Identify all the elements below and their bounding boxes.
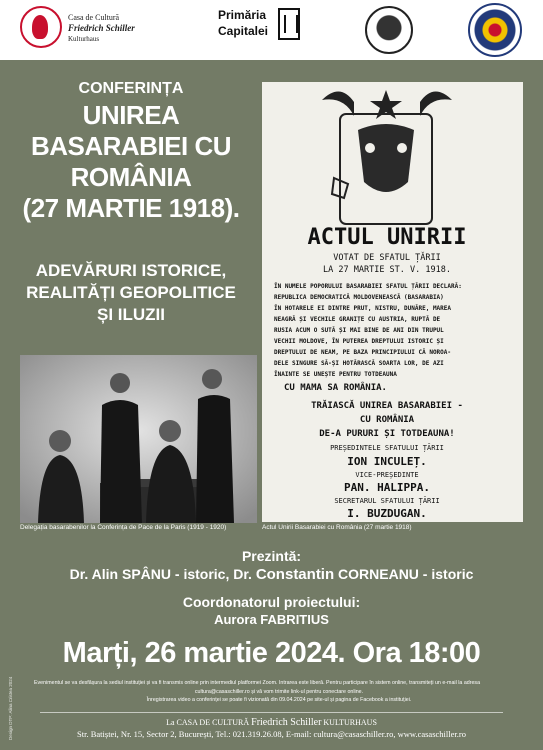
speaker2-role: - istoric	[418, 566, 474, 582]
document-body-line: REPUBLICA DEMOCRATICĂ MOLDOVENEASCĂ (BASARABIA)	[274, 294, 444, 301]
document-body-line: NEAGRĂ ȘI VECHILE GRANIȚE CU AUSTRIA, RUPTĂ DE	[274, 316, 441, 323]
document-signature-title: SECRETARUL SFATULUI ȚĂRII	[334, 497, 440, 505]
conference-title	[0, 100, 262, 224]
aurochs-coat-of-arms-icon	[322, 90, 462, 224]
title-line: BASARABIEI CU	[30, 131, 232, 161]
footer-divider	[40, 712, 503, 713]
document-body-line: RUSIA ACUM O SUTĂ ȘI MAI BINE DE ANI DIN TRUPUL	[274, 327, 444, 334]
document-signature: PAN. HALIPPA.	[343, 481, 431, 494]
act-of-union-document	[262, 82, 523, 522]
document-body-line: DREPTULUI DE NEAM, PE BAZA PRINCIPIULUI CĂ NOROA-	[274, 349, 452, 356]
speakers-line	[0, 566, 543, 583]
document-caption: Actul Unirii Basarabiei cu România (27 martie 1918)	[262, 524, 412, 531]
casa-logo-line1: Casa de Cultură	[68, 13, 120, 22]
note-line: Evenimentul se va desfășura la sediul instituției și va fi transmis online prin intermediul platformei Zoom. Intrarea este liberă. Pentru participare în sistem online, transmiteți un e-mail la adresa	[34, 680, 481, 686]
document-signature: I. BUZDUGAN.	[347, 507, 427, 520]
primaria-line1: Primăria	[218, 8, 267, 22]
speaker1-prefix: Dr. Alin	[69, 566, 122, 582]
title-line: ROMÂNIA	[70, 162, 192, 192]
document-body-line: ÎN NUMELE POPORULUI BASARABIEI SFATUL ȚĂRII DECLARĂ:	[274, 283, 462, 290]
casa-logo-line2: Friedrich Schiller	[68, 23, 135, 33]
title-line: (27 MARTIE 1918).	[22, 193, 240, 223]
speaker2-firstname: Constantin	[255, 566, 335, 583]
document-slogan: CU ROMÂNIA	[359, 415, 415, 425]
event-date: Marți, 26 martie 2024. Ora 18:00	[62, 637, 481, 669]
note-line: Înregistrarea video a conferinței se poate fi vizionată din 09.04.2024 pe site-ul și pagina de Facebook a instituției.	[146, 697, 412, 704]
primaria-emblem-icon	[278, 8, 300, 40]
schiller-profile-icon	[20, 6, 62, 48]
speaker1-role: - istoric, Dr.	[171, 566, 256, 582]
document-body-line: ÎNAINTE SE UNEȘTE PENTRU TOTDEAUNA	[274, 371, 397, 378]
document-voted: VOTAT DE SFATUL ȚĂRII	[333, 253, 441, 263]
footer-institution	[0, 717, 543, 728]
footer-suffix: KULTURHAUS	[321, 718, 377, 727]
photo-caption: Delegația basarabenilor la Conferința de Pace de la Paris (1919 - 1920)	[20, 524, 227, 531]
partner-seal-association-icon[interactable]	[468, 3, 522, 57]
conference-label: CONFERINȚA	[78, 80, 184, 97]
note-line[interactable]: cultura@casaschiller.ro și vă vom trimite link-ul pentru conectare online.	[194, 688, 364, 695]
document-heading: ACTUL UNIRII	[307, 225, 467, 250]
primaria-capitalei-logo[interactable]	[216, 8, 306, 50]
document-mama: CU MAMA SA ROMÂNIA.	[284, 383, 387, 393]
designer-credit: Design DTP: Alina Cristea 2024	[8, 676, 13, 740]
presents-label: Prezintă:	[241, 548, 302, 564]
footer-prefix: La CASA DE CULTURĂ	[166, 718, 252, 727]
delegation-photograph	[20, 355, 257, 523]
document-body-line: ÎN HOTARELE EI DINTRE PRUT, NISTRU, DUNĂRE, MAREA	[274, 305, 452, 312]
document-signature: ION INCULEȚ.	[347, 455, 427, 468]
document-body-line: DELE SINGURE SĂ-ȘI HOTĂRASCĂ SOARTA LOR, DE AZI	[274, 360, 444, 367]
casa-de-cultura-logo[interactable]	[20, 6, 170, 52]
casa-logo-line3: Kulturhaus	[68, 35, 100, 43]
document-slogan: DE-A PURURI ȘI TOTDEAUNA!	[319, 429, 455, 439]
document-signature-title: VICE-PREȘEDINTE	[355, 471, 419, 479]
title-line: UNIREA	[82, 100, 180, 130]
subtitle-line: ȘI ILUZII	[97, 305, 165, 324]
header-bar	[0, 0, 543, 60]
document-signature-title: PREȘEDINTELE SFATULUI ȚĂRII	[330, 444, 444, 452]
document-date: LA 27 MARTIE ST. V. 1918.	[323, 265, 451, 275]
speaker1-name: SPÂNU	[121, 566, 171, 582]
partner-seal-portrait-icon[interactable]	[365, 6, 413, 54]
coordinator-name: Aurora FABRITIUS	[214, 612, 329, 627]
coordinator-label: Coordonatorul proiectului:	[182, 594, 361, 610]
document-slogan: TRĂIASCĂ UNIREA BASARABIEI -	[311, 401, 463, 411]
primaria-line2: Capitalei	[218, 24, 269, 38]
footer-contact[interactable]: Str. Batiștei, Nr. 15, Sector 2, București, Tel.: 021.319.26.08, E-mail: cultura@casaschiller.ro, www.casaschiller.ro	[77, 729, 466, 739]
subtitle-line: REALITĂȚI GEOPOLITICE	[26, 283, 236, 302]
footer-name: Friedrich Schiller	[251, 717, 322, 728]
speaker2-lastname: CORNEANU	[334, 566, 419, 582]
event-notes	[34, 679, 524, 705]
document-body-line: VECHII MOLDOVE, ÎN PUTEREA DREPTULUI ISTORIC ȘI	[274, 338, 444, 345]
subtitle-line: ADEVĂRURI ISTORICE,	[35, 261, 227, 280]
conference-subtitle	[0, 260, 262, 326]
